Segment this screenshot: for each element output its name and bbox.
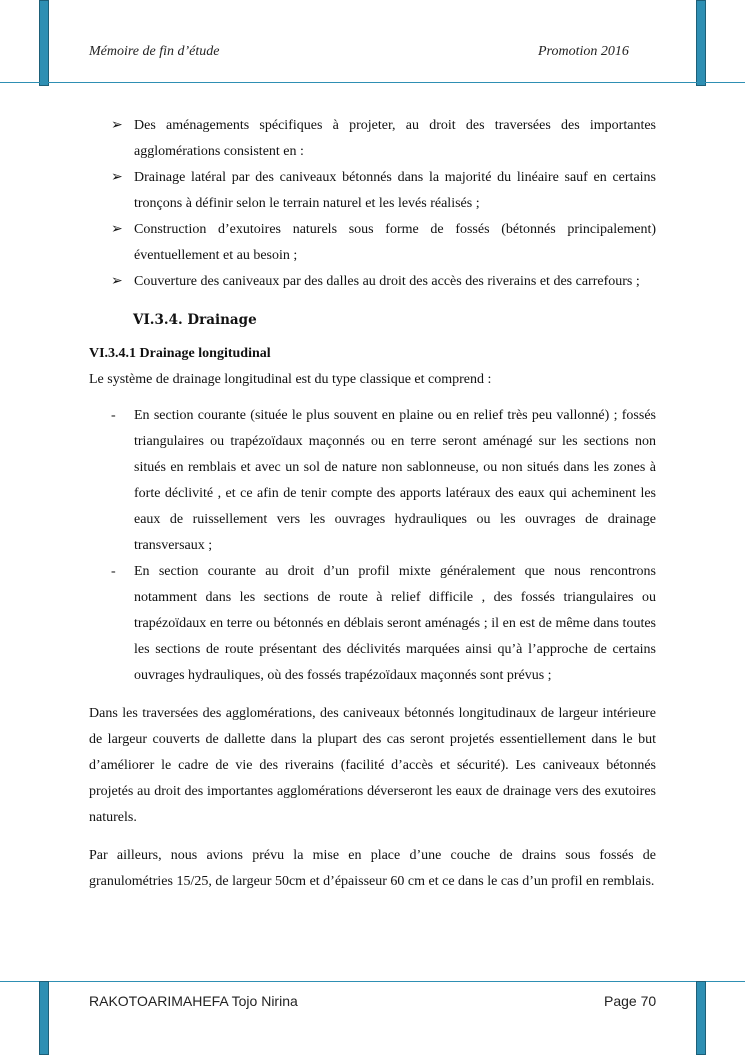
paragraph-2: Par ailleurs, nous avions prévu la mise en place d’une couche de drains sous fossés de granulométries 15/25, de largeur 50cm et d’épaisseur 60 cm et ce dans le cas d’un profil en remblais. <box>89 848 656 889</box>
footer-right-bar <box>696 981 706 1055</box>
footer-author: RAKOTOARIMAHEFA Tojo Nirina <box>89 993 298 1009</box>
header-rule <box>0 82 745 83</box>
intro-text: Le système de drainage longitudinal est du type classique et comprend : <box>89 372 492 387</box>
list-item: - En section courante (située le plus souvent en plaine ou en relief très peu vallonné) ; fossés triangulaires ou trapézoïdaux maçonnés ou en terre seront aménagé sur les sections non situés en remblais et avec un sol de nature non sablonneuse, ou non situés dans les zones à forte déclivité , et ce afin de tenir compte des apports latéraux des eaux qui acheminent les eaux de ruissellement vers les ouvrages hydrauliques ou les ouvrages de drainage transversaux ; <box>89 403 656 559</box>
header-left-bar <box>39 0 49 86</box>
footer-rule <box>0 981 745 982</box>
arrow-bullet-icon: ➢ <box>111 274 123 289</box>
header-right-bar <box>696 0 706 86</box>
subsection-heading: VI.3.4.1 Drainage longitudinal <box>89 346 271 361</box>
list-item: ➢ Drainage latéral par des caniveaux bétonnés dans la majorité du linéaire sauf en certains tronçons à définir selon le terrain naturel et les levés réalisés ; <box>89 165 656 217</box>
dash-bullet: - <box>111 564 116 579</box>
list-item: ➢ Construction d’exutoires naturels sous forme de fossés (bétonnés principalement) éventuellement et au besoin ; <box>89 217 656 269</box>
header-right-text: Promotion 2016 <box>538 44 629 59</box>
footer-left-bar <box>39 981 49 1055</box>
list-item: ➢ Couverture des caniveaux par des dalles au droit des accès des riverains et des carrefours ; <box>89 269 656 295</box>
arrow-bullet-icon: ➢ <box>111 170 123 185</box>
paragraph-1: Dans les traversées des agglomérations, des caniveaux bétonnés longitudinaux de largeur intérieure de largeur couverts de dallette dans la plupart des cas seront projetés essentiellement dans le but d’améliorer le cadre de vie des riverains (facilité d’accès et sécurité). Les caniveaux bétonnés projetés au droit des importantes agglomérations déverseront les eaux de drainage vers des exutoires naturels. <box>89 706 656 825</box>
arrow-bullet-icon: ➢ <box>111 118 123 133</box>
header-left-text: Mémoire de fin d’étude <box>89 44 220 59</box>
dash-list <box>89 403 656 689</box>
bullet-list <box>89 113 656 295</box>
dash-bullet: - <box>111 408 116 423</box>
arrow-bullet-icon: ➢ <box>111 222 123 237</box>
list-item: - En section courante au droit d’un profil mixte généralement que nous rencontrons notamment dans les sections de route à relief difficile , des fossés triangulaires ou trapézoïdaux en terre ou bétonnés en déblais seront aménagés ; il en est de même dans toutes les sections de route présentant des déclivités marquées ainsi qu’à l’approche de certains ouvrages hydrauliques, où des fossés trapézoïdaux maçonnés sont prévus ; <box>89 559 656 689</box>
page-body <box>89 113 656 895</box>
section-heading: VI.3.4. Drainage <box>133 312 257 328</box>
page-number: Page 70 <box>604 993 657 1009</box>
list-item: ➢ Des aménagements spécifiques à projeter, au droit des traversées des importantes agglomérations consistent en : <box>89 113 656 165</box>
